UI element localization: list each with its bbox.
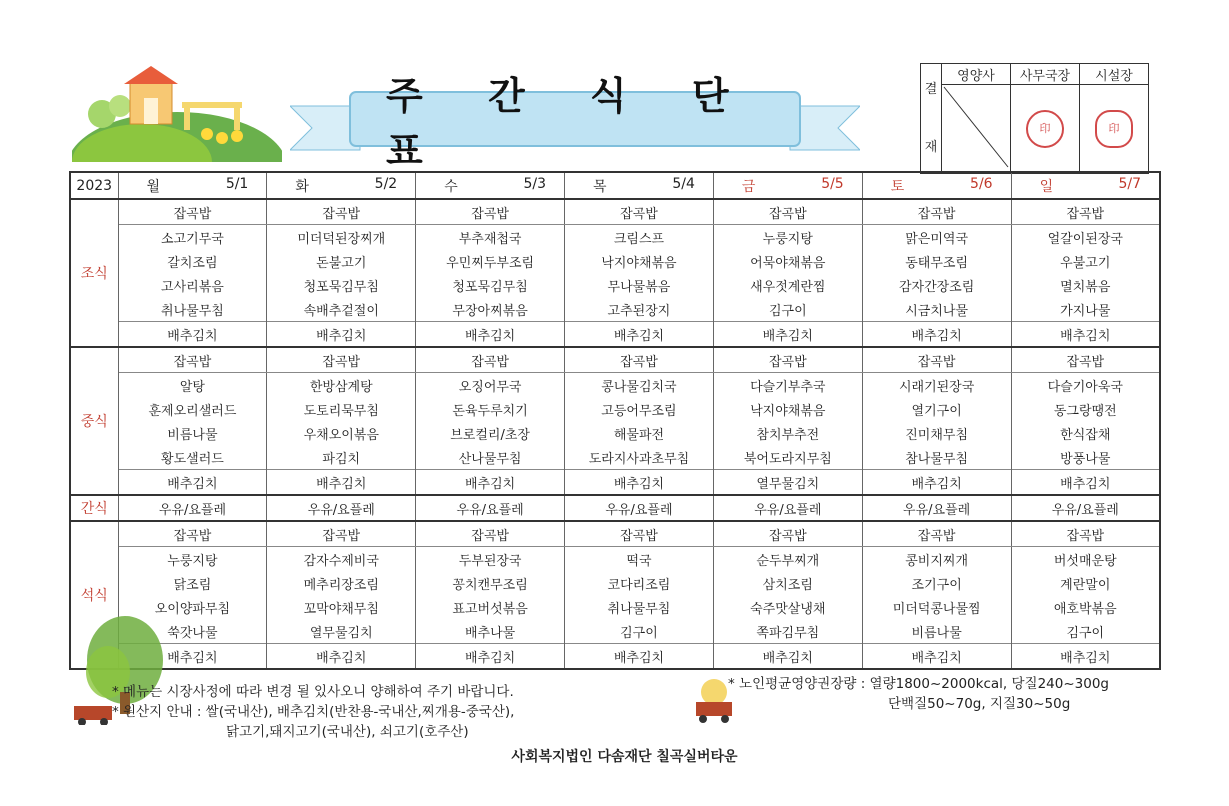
menu-item: 배추김치 <box>118 644 267 670</box>
menu-item: 잡곡밥 <box>267 521 416 547</box>
day-name: 금 <box>741 178 756 195</box>
menu-row <box>70 644 1160 670</box>
day-header-1 <box>118 172 267 199</box>
menu-item: 배추김치 <box>416 470 565 496</box>
menu-row <box>70 225 1160 250</box>
menu-item: 시래기된장국 <box>862 373 1011 398</box>
menu-row <box>70 571 1160 595</box>
menu-item: 우유/요플레 <box>267 495 416 521</box>
menu-item: 배추김치 <box>713 644 862 670</box>
menu-item: 배추김치 <box>713 322 862 348</box>
menu-item: 배추김치 <box>267 322 416 348</box>
menu-item: 삼치조림 <box>713 571 862 595</box>
menu-item: 애호박볶음 <box>1011 595 1160 619</box>
menu-item: 브로컬리/초장 <box>416 421 565 445</box>
menu-item: 꽁치캔무조림 <box>416 571 565 595</box>
menu-row <box>70 347 1160 373</box>
menu-item: 쑥갓나물 <box>118 619 267 644</box>
menu-item: 조기구이 <box>862 571 1011 595</box>
menu-item: 동그랑땡전 <box>1011 397 1160 421</box>
menu-item: 한방삼계탕 <box>267 373 416 398</box>
menu-item: 잡곡밥 <box>713 521 862 547</box>
menu-item: 콩나물김치국 <box>565 373 714 398</box>
menu-item: 배추김치 <box>862 322 1011 348</box>
menu-item: 배추김치 <box>416 322 565 348</box>
day-header-4 <box>565 172 714 199</box>
menu-item: 배추김치 <box>862 644 1011 670</box>
menu-item: 잡곡밥 <box>118 521 267 547</box>
menu-item: 시금치나물 <box>862 297 1011 322</box>
menu-item: 속배추겉절이 <box>267 297 416 322</box>
menu-item: 방풍나물 <box>1011 445 1160 470</box>
menu-item: 잡곡밥 <box>1011 521 1160 547</box>
menu-row <box>70 322 1160 348</box>
menu-item: 표고버섯볶음 <box>416 595 565 619</box>
menu-item: 잡곡밥 <box>1011 347 1160 373</box>
day-date: 5/2 <box>374 175 398 192</box>
menu-item: 버섯매운탕 <box>1011 547 1160 572</box>
menu-item: 우불고기 <box>1011 249 1160 273</box>
menu-item: 취나물무침 <box>565 595 714 619</box>
menu-item: 잡곡밥 <box>565 347 714 373</box>
approval-header-director: 시설장 <box>1080 64 1149 85</box>
menu-row <box>70 495 1160 521</box>
menu-item: 떡국 <box>565 547 714 572</box>
menu-item: 누룽지탕 <box>118 547 267 572</box>
menu-item: 고사리볶음 <box>118 273 267 297</box>
menu-item: 잡곡밥 <box>713 199 862 225</box>
menu-item: 해물파전 <box>565 421 714 445</box>
diagonal-line <box>942 85 1010 169</box>
menu-item: 꼬막야채무침 <box>267 595 416 619</box>
menu-item: 두부된장국 <box>416 547 565 572</box>
menu-item: 부추재첩국 <box>416 225 565 250</box>
day-date: 5/5 <box>821 175 844 192</box>
menu-row <box>70 297 1160 322</box>
weekly-menu-table <box>69 171 1161 670</box>
menu-item: 고추된장지 <box>565 297 714 322</box>
menu-item: 어묵야채볶음 <box>713 249 862 273</box>
menu-item: 돈육두루치기 <box>416 397 565 421</box>
menu-item: 미더덕된장찌개 <box>267 225 416 250</box>
menu-item: 우유/요플레 <box>862 495 1011 521</box>
menu-row <box>70 445 1160 470</box>
menu-item: 파김치 <box>267 445 416 470</box>
approval-side-1: 결 <box>924 81 938 97</box>
menu-item: 닭조림 <box>118 571 267 595</box>
menu-item: 낙지야채볶음 <box>713 397 862 421</box>
menu-item: 크림스프 <box>565 225 714 250</box>
menu-item: 배추김치 <box>565 470 714 496</box>
menu-item: 쪽파김무침 <box>713 619 862 644</box>
menu-item: 배추김치 <box>118 470 267 496</box>
menu-row <box>70 421 1160 445</box>
menu-item: 황도샐러드 <box>118 445 267 470</box>
menu-item: 돈불고기 <box>267 249 416 273</box>
day-date: 5/3 <box>523 175 547 192</box>
menu-item: 우채오이볶음 <box>267 421 416 445</box>
menu-item: 비름나물 <box>118 421 267 445</box>
day-name: 화 <box>295 178 309 195</box>
menu-row <box>70 199 1160 225</box>
day-header-5 <box>713 172 862 199</box>
menu-item: 오징어무국 <box>416 373 565 398</box>
approval-sign-secretary <box>1011 85 1080 174</box>
menu-item: 참치부추전 <box>713 421 862 445</box>
menu-row <box>70 470 1160 496</box>
menu-item: 잡곡밥 <box>267 347 416 373</box>
menu-item: 취나물무침 <box>118 297 267 322</box>
nutrition-line-2: 단백질50~70g, 지질30~50g <box>888 696 1071 712</box>
meal-label: 간식 <box>70 495 118 521</box>
menu-row <box>70 397 1160 421</box>
menu-item: 우유/요플레 <box>118 495 267 521</box>
footer-notes <box>112 682 514 742</box>
menu-item: 다슬기아욱국 <box>1011 373 1160 398</box>
year-cell: 2023 <box>70 172 118 199</box>
note-origin-meat: 닭고기,돼지고기(국내산), 쇠고기(호주산) <box>226 724 469 740</box>
day-name: 일 <box>1039 178 1054 195</box>
menu-item: 우유/요플레 <box>713 495 862 521</box>
day-name: 월 <box>146 178 161 195</box>
menu-item: 새우젓계란찜 <box>713 273 862 297</box>
menu-item: 잡곡밥 <box>862 521 1011 547</box>
menu-item: 무장아찌볶음 <box>416 297 565 322</box>
menu-item: 코다리조림 <box>565 571 714 595</box>
menu-item: 비름나물 <box>862 619 1011 644</box>
house-hill-illustration <box>72 62 282 162</box>
menu-item: 한식잡채 <box>1011 421 1160 445</box>
menu-item: 배추김치 <box>267 644 416 670</box>
menu-item: 배추김치 <box>565 322 714 348</box>
menu-item: 잡곡밥 <box>565 199 714 225</box>
day-header-row <box>70 172 1160 199</box>
menu-row <box>70 619 1160 644</box>
day-date: 5/6 <box>970 175 993 192</box>
menu-item: 오이양파무침 <box>118 595 267 619</box>
menu-item: 우유/요플레 <box>416 495 565 521</box>
nutrition-guideline <box>728 674 1109 714</box>
menu-item: 콩비지찌개 <box>862 547 1011 572</box>
menu-item: 잡곡밥 <box>416 521 565 547</box>
nutrition-line-1: * 노인평균영양권장량 : 열량1800~2000kcal, 당질240~300g <box>728 676 1109 692</box>
menu-item: 갈치조림 <box>118 249 267 273</box>
menu-item: 누룽지탕 <box>713 225 862 250</box>
menu-item: 열기구이 <box>862 397 1011 421</box>
menu-item: 청포묵김무침 <box>267 273 416 297</box>
menu-item: 배추나물 <box>416 619 565 644</box>
menu-item: 감자간장조림 <box>862 273 1011 297</box>
menu-item: 잡곡밥 <box>862 347 1011 373</box>
menu-row <box>70 373 1160 398</box>
menu-item: 배추김치 <box>862 470 1011 496</box>
menu-item: 배추김치 <box>1011 470 1160 496</box>
day-name: 토 <box>890 178 905 195</box>
menu-item: 열무물김치 <box>713 470 862 496</box>
menu-item: 잡곡밥 <box>267 199 416 225</box>
menu-item: 무나물볶음 <box>565 273 714 297</box>
menu-item: 잡곡밥 <box>862 199 1011 225</box>
menu-item: 잡곡밥 <box>1011 199 1160 225</box>
seal-stamp-icon: 印 <box>1026 110 1064 148</box>
menu-item: 우민찌두부조림 <box>416 249 565 273</box>
menu-item: 배추김치 <box>1011 322 1160 348</box>
menu-item: 메추리장조림 <box>267 571 416 595</box>
day-date: 5/4 <box>672 175 695 192</box>
menu-item: 소고기무국 <box>118 225 267 250</box>
approval-sign-director <box>1080 85 1149 174</box>
day-header-6 <box>862 172 1011 199</box>
menu-item: 배추김치 <box>416 644 565 670</box>
menu-item: 미더덕콩나물찜 <box>862 595 1011 619</box>
day-header-7 <box>1011 172 1160 199</box>
menu-item: 도라지사과초무침 <box>565 445 714 470</box>
menu-item: 김구이 <box>1011 619 1160 644</box>
approval-sign-dietitian <box>942 85 1011 174</box>
menu-item: 숙주맛살냉채 <box>713 595 862 619</box>
menu-item: 북어도라지무침 <box>713 445 862 470</box>
menu-item: 배추김치 <box>565 644 714 670</box>
day-name: 목 <box>593 178 607 195</box>
menu-item: 동태무조림 <box>862 249 1011 273</box>
note-origin: * 원산지 안내 : 쌀(국내산), 배추김치(반찬용-국내산,찌개용-중국산), <box>112 704 515 720</box>
menu-item: 다슬기부추국 <box>713 373 862 398</box>
approval-header-secretary: 사무국장 <box>1011 64 1080 85</box>
menu-item: 가지나물 <box>1011 297 1160 322</box>
day-date: 5/1 <box>225 175 249 192</box>
menu-item: 감자수제비국 <box>267 547 416 572</box>
page-title: 주 간 식 단 표 <box>386 74 755 173</box>
day-header-2 <box>267 172 416 199</box>
menu-item: 잡곡밥 <box>118 347 267 373</box>
menu-item: 멸치볶음 <box>1011 273 1160 297</box>
seal-stamp-icon: 印 <box>1095 110 1133 148</box>
menu-item: 잡곡밥 <box>565 521 714 547</box>
menu-item: 열무물김치 <box>267 619 416 644</box>
menu-item: 순두부찌개 <box>713 547 862 572</box>
menu-item: 도토리묵무침 <box>267 397 416 421</box>
menu-item: 배추김치 <box>267 470 416 496</box>
meal-label: 조식 <box>70 199 118 347</box>
menu-item: 청포묵김무침 <box>416 273 565 297</box>
menu-item: 낙지야채볶음 <box>565 249 714 273</box>
menu-item: 김구이 <box>713 297 862 322</box>
menu-item: 잡곡밥 <box>713 347 862 373</box>
menu-row <box>70 249 1160 273</box>
menu-item: 참나물무침 <box>862 445 1011 470</box>
menu-item: 배추김치 <box>1011 644 1160 670</box>
menu-row <box>70 273 1160 297</box>
day-name: 수 <box>444 178 458 195</box>
menu-item: 계란말이 <box>1011 571 1160 595</box>
meal-label: 중식 <box>70 347 118 495</box>
menu-item: 알탕 <box>118 373 267 398</box>
menu-item: 잡곡밥 <box>416 199 565 225</box>
meal-label: 석식 <box>70 521 118 669</box>
menu-row <box>70 547 1160 572</box>
menu-item: 진미채무침 <box>862 421 1011 445</box>
note-menu-change: * 메뉴는 시장사정에 따라 변경 될 있사오니 양해하여 주기 바랍니다. <box>112 684 514 700</box>
menu-item: 우유/요플레 <box>1011 495 1160 521</box>
menu-item: 고등어무조림 <box>565 397 714 421</box>
organization-name: 사회복지법인 다솜재단 칠곡실버타운 <box>511 749 738 765</box>
menu-item: 우유/요플레 <box>565 495 714 521</box>
menu-item: 배추김치 <box>118 322 267 348</box>
day-header-3 <box>416 172 565 199</box>
menu-item: 김구이 <box>565 619 714 644</box>
menu-item: 얼갈이된장국 <box>1011 225 1160 250</box>
day-date: 5/7 <box>1118 175 1141 192</box>
menu-item: 맑은미역국 <box>862 225 1011 250</box>
menu-item: 훈제오리샐러드 <box>118 397 267 421</box>
menu-item: 잡곡밥 <box>416 347 565 373</box>
approval-side-label <box>921 64 942 174</box>
menu-row <box>70 595 1160 619</box>
menu-item: 산나물무침 <box>416 445 565 470</box>
approval-box <box>920 63 1149 174</box>
menu-row <box>70 521 1160 547</box>
approval-side-2: 재 <box>924 139 938 155</box>
approval-header-dietitian: 영양사 <box>942 64 1011 85</box>
menu-item: 잡곡밥 <box>118 199 267 225</box>
